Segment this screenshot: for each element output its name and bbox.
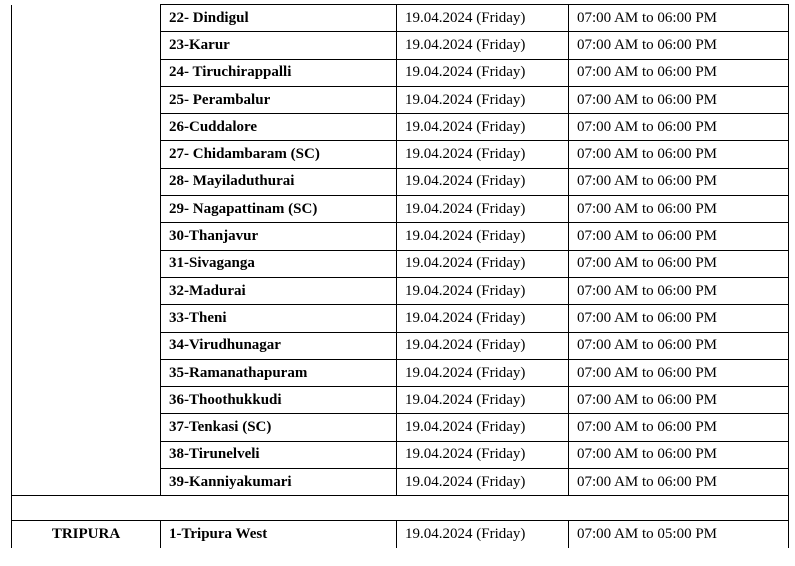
constituency-cell: 38-Tirunelveli <box>161 441 397 468</box>
poll-date-cell: 19.04.2024 (Friday) <box>397 86 569 113</box>
table-row <box>12 521 789 548</box>
poll-time-cell: 07:00 AM to 06:00 PM <box>569 196 789 223</box>
constituency-cell: 34-Virudhunagar <box>161 332 397 359</box>
constituency-cell: 36-Thoothukkudi <box>161 387 397 414</box>
poll-time-cell: 07:00 AM to 06:00 PM <box>569 387 789 414</box>
constituency-cell: 28- Mayiladuthurai <box>161 168 397 195</box>
constituency-cell: 37-Tenkasi (SC) <box>161 414 397 441</box>
constituency-cell: 33-Theni <box>161 305 397 332</box>
poll-time-cell: 07:00 AM to 06:00 PM <box>569 332 789 359</box>
poll-date-cell: 19.04.2024 (Friday) <box>397 332 569 359</box>
poll-date-cell: 19.04.2024 (Friday) <box>397 469 569 496</box>
state-name-cell <box>12 5 161 496</box>
poll-time-cell: 07:00 AM to 06:00 PM <box>569 250 789 277</box>
poll-time-cell: 07:00 AM to 06:00 PM <box>569 141 789 168</box>
poll-date-cell: 19.04.2024 (Friday) <box>397 114 569 141</box>
poll-date-cell: 19.04.2024 (Friday) <box>397 387 569 414</box>
poll-date-cell: 19.04.2024 (Friday) <box>397 359 569 386</box>
constituency-cell: 30-Thanjavur <box>161 223 397 250</box>
constituency-cell: 29- Nagapattinam (SC) <box>161 196 397 223</box>
poll-time-cell: 07:00 AM to 06:00 PM <box>569 59 789 86</box>
poll-time-cell: 07:00 AM to 06:00 PM <box>569 5 789 32</box>
poll-time-cell: 07:00 AM to 06:00 PM <box>569 223 789 250</box>
poll-date-cell: 19.04.2024 (Friday) <box>397 196 569 223</box>
constituency-cell: 32-Madurai <box>161 277 397 304</box>
poll-time-cell: 07:00 AM to 06:00 PM <box>569 168 789 195</box>
state-name-cell: TRIPURA <box>12 521 161 548</box>
poll-time-cell: 07:00 AM to 06:00 PM <box>569 359 789 386</box>
poll-date-cell: 19.04.2024 (Friday) <box>397 223 569 250</box>
constituency-cell: 35-Ramanathapuram <box>161 359 397 386</box>
spacer-row <box>12 496 789 521</box>
poll-time-cell: 07:00 AM to 06:00 PM <box>569 441 789 468</box>
polling-schedule-table <box>11 4 789 548</box>
poll-time-cell: 07:00 AM to 06:00 PM <box>569 32 789 59</box>
poll-date-cell: 19.04.2024 (Friday) <box>397 441 569 468</box>
poll-date-cell: 19.04.2024 (Friday) <box>397 250 569 277</box>
poll-time-cell: 07:00 AM to 06:00 PM <box>569 414 789 441</box>
poll-date-cell: 19.04.2024 (Friday) <box>397 168 569 195</box>
poll-date-cell: 19.04.2024 (Friday) <box>397 414 569 441</box>
constituency-cell: 22- Dindigul <box>161 5 397 32</box>
constituency-cell: 23-Karur <box>161 32 397 59</box>
spacer-cell <box>12 496 789 521</box>
poll-date-cell: 19.04.2024 (Friday) <box>397 521 569 548</box>
constituency-cell: 1-Tripura West <box>161 521 397 548</box>
poll-date-cell: 19.04.2024 (Friday) <box>397 5 569 32</box>
poll-time-cell: 07:00 AM to 06:00 PM <box>569 86 789 113</box>
table-row <box>12 5 789 32</box>
tamil-nadu-rows <box>12 5 789 496</box>
poll-time-cell: 07:00 AM to 06:00 PM <box>569 277 789 304</box>
poll-date-cell: 19.04.2024 (Friday) <box>397 305 569 332</box>
poll-date-cell: 19.04.2024 (Friday) <box>397 277 569 304</box>
constituency-cell: 25- Perambalur <box>161 86 397 113</box>
poll-date-cell: 19.04.2024 (Friday) <box>397 59 569 86</box>
constituency-cell: 31-Sivaganga <box>161 250 397 277</box>
poll-time-cell: 07:00 AM to 05:00 PM <box>569 521 789 548</box>
constituency-cell: 27- Chidambaram (SC) <box>161 141 397 168</box>
poll-time-cell: 07:00 AM to 06:00 PM <box>569 469 789 496</box>
poll-time-cell: 07:00 AM to 06:00 PM <box>569 114 789 141</box>
poll-time-cell: 07:00 AM to 06:00 PM <box>569 305 789 332</box>
poll-date-cell: 19.04.2024 (Friday) <box>397 141 569 168</box>
constituency-cell: 26-Cuddalore <box>161 114 397 141</box>
constituency-cell: 39-Kanniyakumari <box>161 469 397 496</box>
constituency-cell: 24- Tiruchirappalli <box>161 59 397 86</box>
poll-date-cell: 19.04.2024 (Friday) <box>397 32 569 59</box>
